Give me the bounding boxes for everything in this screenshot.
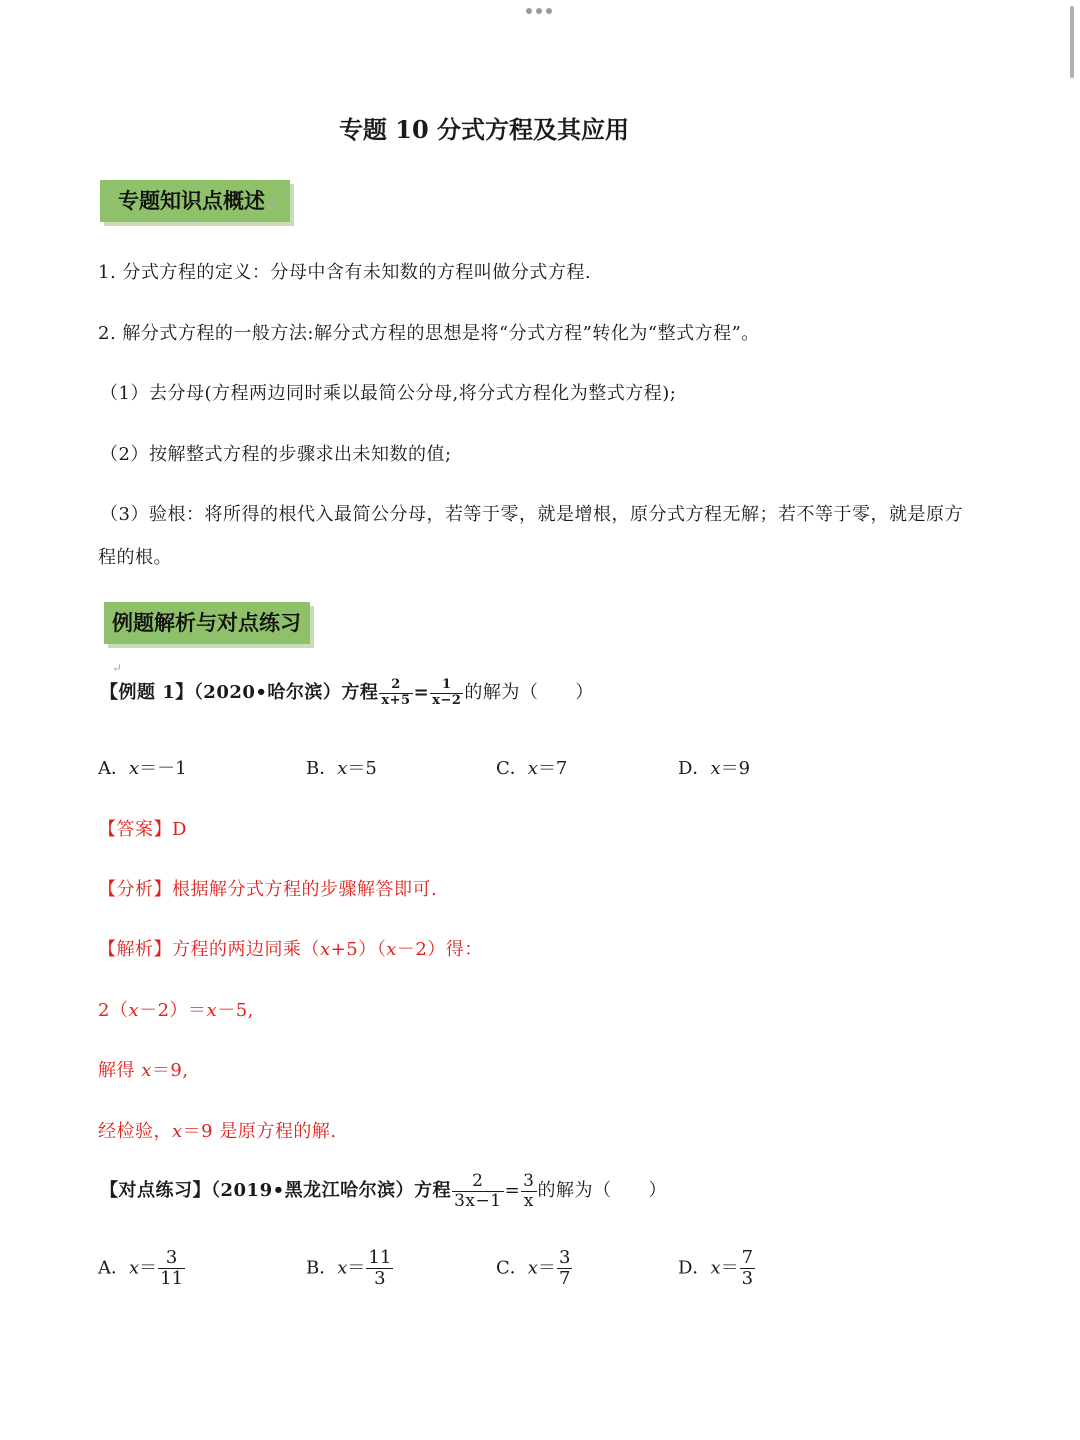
section-banner-overview (100, 180, 290, 222)
fraction-denominator: 7 (558, 1267, 571, 1289)
fraction (430, 678, 463, 708)
fraction (158, 1248, 185, 1289)
var-x: x (141, 1060, 152, 1081)
step-text: ＝9 是原方程的解. (182, 1121, 337, 1142)
option-eq: ＝ (720, 1257, 739, 1279)
fraction-numerator: 7 (741, 1247, 754, 1268)
dot (546, 8, 552, 14)
equals-sign: = (413, 682, 430, 703)
practice-option-c (496, 1248, 573, 1289)
step-text: －5, (217, 1000, 254, 1021)
solution-step-1 (98, 996, 254, 1022)
option-d (678, 754, 750, 780)
var-x: x (206, 1000, 218, 1021)
var-x: x (172, 1121, 183, 1142)
fraction-numerator: 2 (379, 678, 412, 693)
return-mark-icon: ↵ (265, 197, 276, 211)
option-var: x (129, 1257, 140, 1279)
fraction (366, 1248, 393, 1289)
example-1-suffix: 的解为（ ） (464, 682, 594, 703)
page-title: 专题 10 分式方程及其应用 (338, 115, 630, 144)
option-label: B． (306, 1257, 338, 1279)
banner-label: 专题知识点概述 (118, 188, 265, 213)
option-label: C． (496, 1257, 528, 1279)
fraction (557, 1248, 572, 1289)
step-text: ＝9, (151, 1060, 189, 1081)
option-var: x (527, 1257, 538, 1279)
option-value: ＝7 (537, 758, 568, 779)
practice-option-d (678, 1248, 756, 1289)
fraction (521, 1172, 536, 1210)
var-x: x (386, 939, 397, 960)
fraction-denominator: 3x−1 (454, 1190, 502, 1211)
example-1-prefix: 【例题 1】（2020•哈尔滨）方程 (100, 682, 379, 703)
fraction-numerator: 2 (452, 1172, 503, 1192)
option-eq: ＝ (537, 1257, 556, 1279)
solution-step-2 (98, 1056, 189, 1082)
dot (526, 8, 532, 14)
step-text: 2（ (98, 1000, 129, 1021)
option-var: x (527, 758, 538, 779)
option-var: x (337, 1257, 348, 1279)
option-a (98, 754, 187, 780)
option-b (306, 754, 377, 780)
solution-tail: －2）得： (396, 939, 483, 960)
method-line: 2. 解分式方程的一般方法:解分式方程的思想是将“分式方程”转化为“整式方程”。 (98, 323, 760, 344)
practice-prefix: 【对点练习】（2019•黑龙江哈尔滨）方程 (100, 1180, 452, 1202)
dot (536, 8, 542, 14)
practice-question (100, 1172, 667, 1210)
option-var: x (710, 758, 721, 779)
fraction (452, 1172, 503, 1210)
step-3-line-cont: 程的根。 (98, 547, 172, 568)
option-label: C． (496, 758, 528, 779)
answer-line: 【答案】D (98, 819, 187, 840)
scrollbar[interactable] (1070, 6, 1074, 78)
fraction (379, 678, 412, 708)
more-menu-icon[interactable] (526, 8, 552, 14)
fraction-denominator: 3 (741, 1267, 754, 1289)
fraction-numerator: 3 (158, 1248, 185, 1269)
fraction (740, 1248, 755, 1289)
solution-step-3 (98, 1117, 337, 1143)
solution-head: 【解析】方程的两边同乘（ (98, 939, 320, 960)
var-x: x (128, 1000, 140, 1021)
step-2-line: （2）按解整式方程的步骤求出未知数的值; (100, 444, 452, 465)
section-banner-examples (104, 602, 310, 675)
step-3-line: （3）验根：将所得的根代入最简公分母，若等于零，就是增根，原分式方程无解；若不等于零，就是原方 (100, 504, 963, 525)
fraction-denominator: x+5 (381, 692, 411, 708)
fraction-denominator: 3 (374, 1267, 386, 1289)
fraction-numerator: 1 (430, 678, 463, 693)
var-x: x (320, 939, 331, 960)
option-eq: ＝ (347, 1257, 366, 1279)
practice-suffix: 的解为（ ） (537, 1180, 667, 1202)
step-1-line: （1）去分母(方程两边同时乘以最简公分母,将分式方程化为整式方程); (100, 383, 677, 404)
option-var: x (129, 758, 140, 779)
option-value: ＝9 (720, 758, 751, 779)
option-value: ＝－1 (139, 758, 187, 779)
analysis-line: 【分析】根据解分式方程的步骤解答即可. (98, 879, 438, 900)
example-1-question (100, 678, 594, 708)
option-var: x (337, 758, 348, 779)
option-value: ＝5 (347, 758, 377, 779)
step-text: －2）＝ (139, 1000, 207, 1021)
return-mark-icon: ↵ (112, 661, 123, 675)
fraction-numerator: 3 (523, 1171, 535, 1191)
fraction-denominator: x (523, 1190, 534, 1211)
practice-option-a (98, 1248, 186, 1289)
option-label: A． (98, 758, 129, 779)
fraction-denominator: 11 (160, 1267, 184, 1289)
option-c (496, 754, 567, 780)
practice-option-b (306, 1248, 394, 1289)
option-label: A． (98, 1257, 129, 1279)
equals-sign: = (504, 1180, 521, 1202)
definition-line: 1. 分式方程的定义：分母中含有未知数的方程叫做分式方程. (98, 262, 592, 283)
fraction-denominator: x−2 (432, 692, 462, 708)
solution-mid: +5）（ (330, 939, 387, 960)
fraction-numerator: 3 (558, 1247, 571, 1268)
option-var: x (710, 1257, 721, 1279)
option-label: D． (678, 758, 711, 779)
step-text: 解得 (98, 1060, 142, 1081)
option-label: D． (678, 1257, 711, 1279)
banner-label: 例题解析与对点练习 (112, 610, 301, 635)
option-eq: ＝ (139, 1257, 158, 1279)
step-text: 经检验， (98, 1121, 172, 1142)
option-label: B． (306, 758, 338, 779)
solution-line (98, 935, 483, 961)
fraction-numerator: 11 (368, 1247, 392, 1268)
